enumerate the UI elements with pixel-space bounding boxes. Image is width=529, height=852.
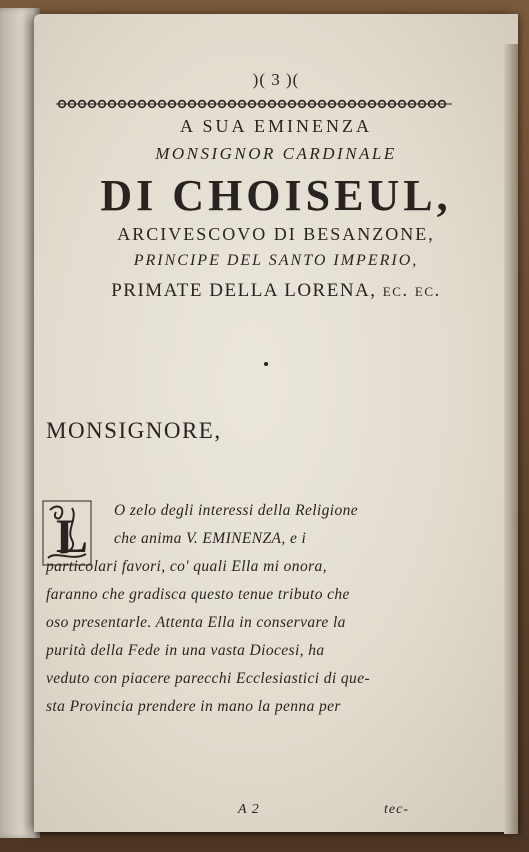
dedication-title: DI CHOISEUL, (100, 171, 452, 220)
body-line: veduto con piacere parecchi Ecclesiastici di que- (46, 670, 371, 687)
dedication-line-6: PRIMATE DELLA LORENA, ec. ec. (111, 280, 441, 301)
body-line: oso presentarle. Attenta Ella in conservare la (46, 614, 346, 631)
page-number: )( 3 )( (252, 70, 300, 89)
body-line: particolari favori, co' quali Ella mi onora, (46, 558, 327, 575)
body-line: che anima V. EMINENZA, e i (114, 530, 307, 547)
dedication-line-2: MONSIGNOR CARDINALE (155, 144, 397, 163)
body-line: purità della Fede in una vasta Diocesi, ha (46, 642, 325, 659)
centered-dot (264, 362, 268, 366)
catchword: tec- (384, 802, 409, 817)
signature-mark: A 2 (238, 802, 260, 817)
body-line: faranno che gradisca questo tenue tributo che (46, 586, 350, 603)
dedication-line-5: PRINCIPE DEL SANTO IMPERIO, (133, 252, 419, 269)
dedication-line-4: ARCIVESCOVO DI BESANZONE, (117, 224, 435, 244)
book-page (34, 14, 518, 832)
salutation: MONSIGNORE, (46, 418, 222, 443)
ornament-rule-icon (56, 96, 452, 112)
body-line: O zelo degli interessi della Religione (114, 502, 359, 519)
drop-cap-letter: L (56, 510, 89, 563)
drop-cap-icon (42, 500, 92, 566)
dedication-line-1: A SUA EMINENZA (179, 116, 372, 136)
body-line: sta Provincia prendere in mano la penna per (46, 698, 341, 715)
